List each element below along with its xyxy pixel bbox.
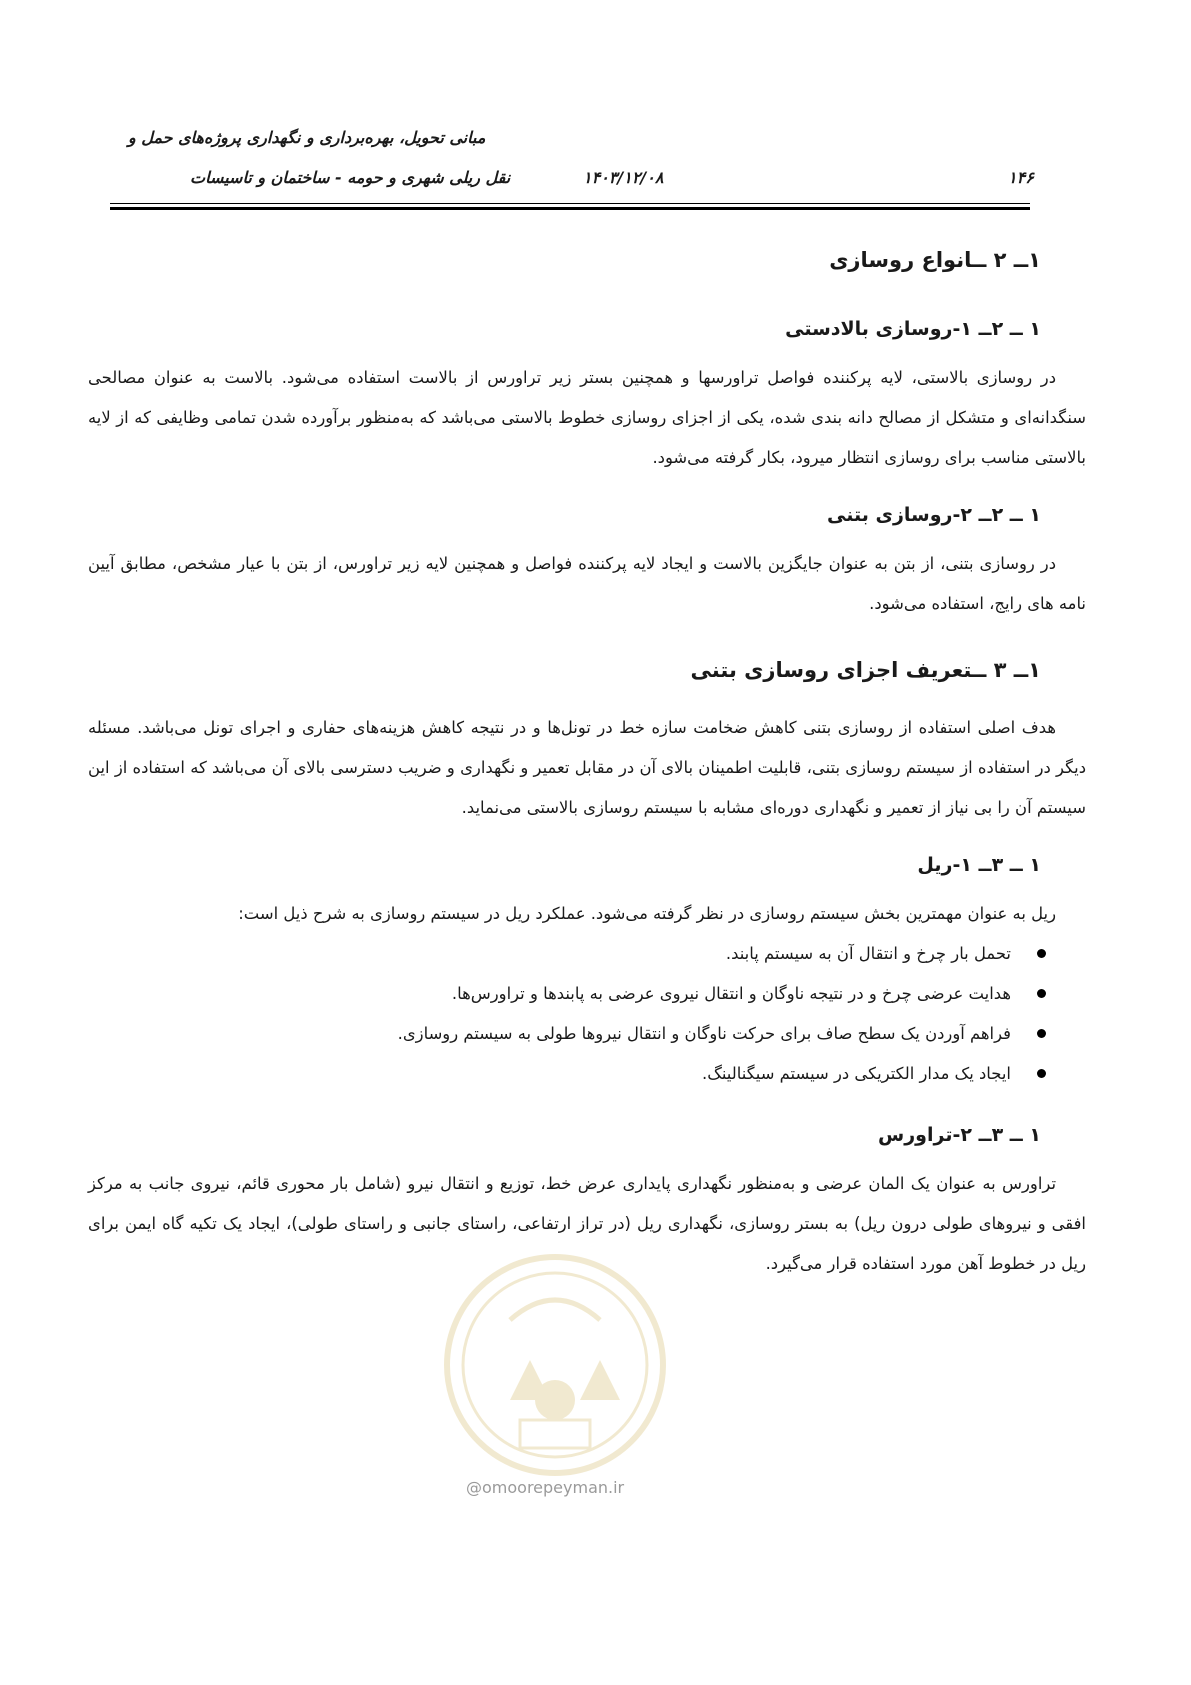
list-item-text: فراهم آوردن یک سطح صاف برای حرکت ناوگان و انتقال نیروها طولی به سیستم روسازی. <box>397 1024 1011 1043</box>
page-number: ۱۴۶ <box>1008 168 1034 187</box>
list-item <box>88 974 1046 1014</box>
list-item-text: ایجاد یک مدار الکتریکی در سیستم سیگنالینگ. <box>701 1064 1011 1083</box>
paragraph-concrete-components: هدف اصلی استفاده از روسازی بتنی کاهش ضخامت سازه خط در تونل‌ها و در نتیجه کاهش هزینه‌های حفاری و اجرای تونل می‌باشد. مسئله دیگر در استفاده از سیستم روسازی بتنی، قابلیت اطمینان بالای آن در مقابل تعمیر و نگهداری و ضریب دسترسی بالای آن می‌باشد که استفاده از این سیستم آن را بی نیاز از تعمیر و نگهداری دوره‌ای مشابه با سیستم روسازی بالاستی می‌نماید. <box>88 718 1086 817</box>
header-date: ۱۴۰۳/۱۲/۰۸ <box>583 168 664 187</box>
bullet-icon <box>1037 1029 1046 1038</box>
paragraph-concrete: در روسازی بتنی، از بتن به عنوان جایگزین بالاست و ایجاد لایه پرکننده فواصل و همچنین لایه زیر تراورس، از بتن با عیار مشخص، مطابق آیین نامه های رایج، استفاده می‌شود. <box>88 554 1086 613</box>
list-item <box>88 1014 1046 1054</box>
list-item <box>88 1054 1046 1094</box>
paragraph-ballasted: در روسازی بالاستی، لایه پرکننده فواصل تراورسها و همچنین بستر زیر تراورس از بالاست استفاده می‌شود. بالاست به عنوان مصالحی سنگدانه‌ای و متشکل از مصالح دانه بندی شده، یکی از اجزای روسازی خطوط بالاستی می‌باشد که به‌منظور برآورده شدن تمامی وظایفی که از لایه بالاستی مناسب برای روسازی انتظار میرود، بکار گرفته می‌شود. <box>88 368 1086 467</box>
list-item <box>88 934 1046 974</box>
watermark-text: @omoorepeyman.ir <box>466 1478 625 1497</box>
rail-functions-list <box>88 934 1086 1094</box>
bullet-icon <box>1037 949 1046 958</box>
heading-1-2-2: ۱ ــ ۲ــ ۲-روسازی بتنی <box>827 504 1041 526</box>
watermark-seal-icon <box>440 1250 670 1480</box>
document-body <box>88 248 1086 1310</box>
bullet-icon <box>1037 1069 1046 1078</box>
header-title-line2: نقل ریلی شهری و حومه - ساختمان و تاسیسات <box>190 168 511 187</box>
heading-1-3-2: ۱ ــ ۳ــ ۲-تراورس <box>878 1124 1041 1146</box>
paragraph-sleeper: تراورس به عنوان یک المان عرضی و به‌منظور نگهداری پایداری عرض خط، توزیع و انتقال نیرو (شامل بار محوری قائم، نیروی جانب به مرکز افقی و نیروهای طولی درون ریل) به بستر روسازی، نگهداری ریل (در تراز ارتفاعی، راستای جانبی و راستای طولی)، ایجاد یک تکیه گاه ایمن برای ریل در خطوط آهن مورد استفاده قرار می‌گیرد. <box>88 1174 1086 1273</box>
header-title-line1: مبانی تحویل، بهره‌برداری و نگهداری پروژه‌های حمل و <box>128 128 486 147</box>
paragraph-rail: ریل به عنوان مهمترین بخش سیستم روسازی در نظر گرفته می‌شود. عملکرد ریل در سیستم روسازی به شرح ذیل است: <box>238 904 1056 923</box>
list-item-text: هدایت عرضی چرخ و در نتیجه ناوگان و انتقال نیروی عرضی به پابندها و تراورس‌ها. <box>451 984 1011 1003</box>
list-item-text: تحمل بار چرخ و انتقال آن به سیستم پابند. <box>725 944 1011 963</box>
header-rule-thin <box>110 203 1030 204</box>
heading-1-2: ۱ــ ۲ ــانواع روسازی <box>829 248 1041 272</box>
bullet-icon <box>1037 989 1046 998</box>
heading-1-3-1: ۱ ــ ۳ــ ۱-ریل <box>917 854 1041 876</box>
header-row <box>128 168 1034 198</box>
header-rule-thick <box>110 207 1030 210</box>
heading-1-3: ۱ــ ۳ ــتعریف اجزای روسازی بتنی <box>690 658 1041 682</box>
heading-1-2-1: ۱ ــ ۲ــ ۱-روسازی بالادستی <box>785 318 1041 340</box>
